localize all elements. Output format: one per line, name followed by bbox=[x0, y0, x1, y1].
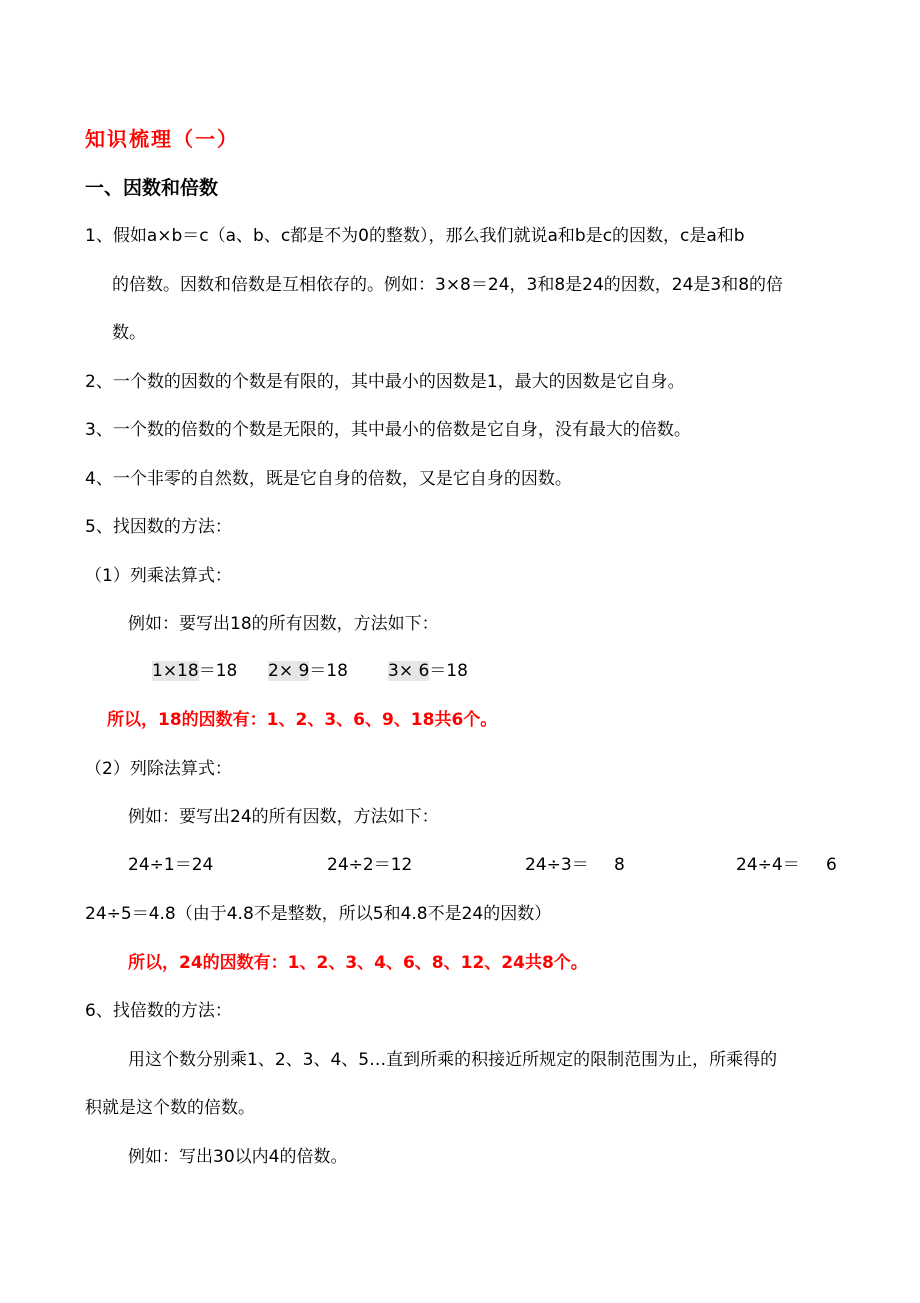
paragraph-2: 2、一个数的因数的个数是有限的，其中最小的因数是1，最大的因数是它自身。 bbox=[85, 372, 685, 392]
method-1-example: 例如：要写出18的所有因数，方法如下： bbox=[128, 614, 439, 634]
equation-product: ＝18 bbox=[198, 661, 238, 681]
paragraph-6-body-line-1: 用这个数分别乘1、2、3、4、5…直到所乘的积接近所规定的限制范围为止，所乘得的 bbox=[128, 1050, 778, 1070]
paragraph-6: 6、找倍数的方法： bbox=[85, 1001, 232, 1021]
method-2-label: （2）列除法算式： bbox=[85, 759, 232, 779]
division-equation-4: 24÷4＝ bbox=[736, 855, 800, 875]
chapter-heading: 一、因数和倍数 bbox=[85, 177, 219, 199]
highlighted-factor-pair: 3× 6 bbox=[388, 661, 430, 681]
division-equation-1: 24÷1＝24 bbox=[128, 855, 214, 875]
method-1-result: 所以，18的因数有：1、2、3、6、9、18共6个。 bbox=[107, 710, 498, 730]
paragraph-3: 3、一个数的倍数的个数是无限的，其中最小的倍数是它自身，没有最大的倍数。 bbox=[85, 420, 691, 440]
multiplication-equation-1 bbox=[152, 659, 237, 683]
division-equation-4-value: 6 bbox=[826, 855, 837, 875]
paragraph-1-line-2: 的倍数。因数和倍数是互相依存的。例如：3×8＝24，3和8是24的因数，24是3和8的倍 bbox=[112, 275, 784, 295]
paragraph-6-example: 例如：写出30以内4的倍数。 bbox=[128, 1147, 348, 1167]
highlighted-factor-pair: 1×18 bbox=[152, 661, 199, 681]
division-equation-5: 24÷5＝4.8（由于4.8不是整数，所以5和4.8不是24的因数） bbox=[85, 904, 552, 924]
division-equation-3-value: 8 bbox=[614, 855, 625, 875]
highlighted-factor-pair: 2× 9 bbox=[268, 661, 310, 681]
paragraph-1-line-3: 数。 bbox=[112, 323, 146, 343]
equation-product: ＝18 bbox=[309, 661, 348, 681]
method-1-label: （1）列乘法算式： bbox=[85, 566, 232, 586]
equation-product: ＝18 bbox=[429, 661, 468, 681]
paragraph-1-line-1: 1、假如a×b＝c（a、b、c都是不为0的整数），那么我们就说a和b是c的因数，c是a和b bbox=[85, 226, 745, 246]
division-equation-2: 24÷2＝12 bbox=[327, 855, 413, 875]
section-title: 知识梳理（一） bbox=[85, 127, 239, 151]
multiplication-equation-3 bbox=[388, 659, 468, 683]
method-2-example: 例如：要写出24的所有因数，方法如下： bbox=[128, 807, 439, 827]
division-equation-3: 24÷3＝ bbox=[525, 855, 589, 875]
paragraph-4: 4、一个非零的自然数，既是它自身的倍数，又是它自身的因数。 bbox=[85, 469, 572, 489]
method-2-result: 所以，24的因数有：1、2、3、4、6、8、12、24共8个。 bbox=[128, 953, 588, 973]
paragraph-5: 5、找因数的方法： bbox=[85, 517, 232, 537]
multiplication-equation-2 bbox=[268, 659, 348, 683]
paragraph-6-body-line-2: 积就是这个数的倍数。 bbox=[85, 1098, 255, 1118]
